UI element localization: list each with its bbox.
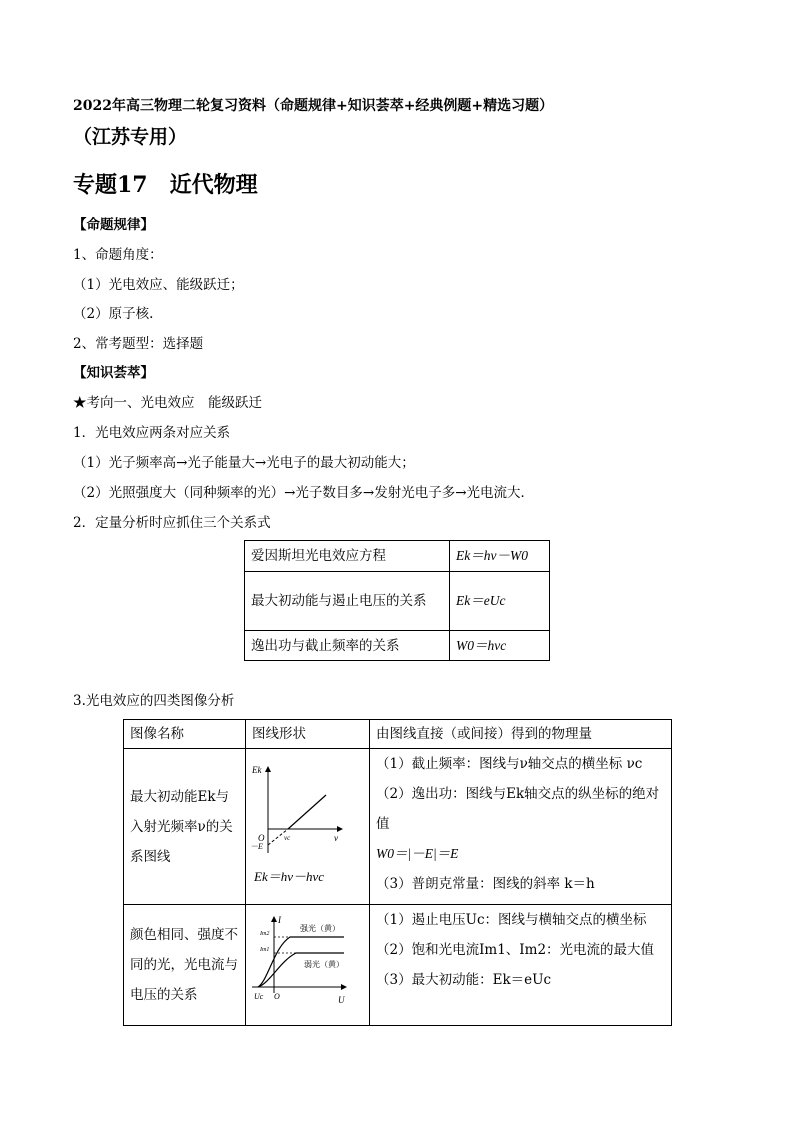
description-item: （1）截止频率：图线与ν轴交点的横坐标 νc [376,756,643,772]
formula-text: W0＝hνc [456,637,507,653]
graph-description [370,749,672,905]
rules-heading: 【命题规律】 [73,217,154,233]
question-type: 2、常考题型：选择题 [73,336,204,352]
topic-title: 专题17 近代物理 [73,172,258,198]
angle-item: （1）光电效应、能级跃迁； [73,277,244,293]
description-item: （1）遏止电压Uc：图线与横轴交点的横坐标 [376,912,647,928]
section-title: 1．光电效应两条对应关系 [73,425,231,441]
table-row [245,631,550,661]
description-item: （3）普朗克常量：图线的斜率 k＝h [376,876,595,892]
origin-label: O [258,833,265,843]
axis-label-y: Ek [252,765,262,775]
intercept-y-label: －E [250,842,263,851]
im1-label: Im1 [260,946,270,953]
formula-text: Ek＝hν－W0 [456,548,528,563]
table-row [124,905,672,1026]
formula-text: Ek＝eUc [456,593,506,608]
column-header: 由图线直接（或间接）得到的物理量 [370,720,672,749]
section-title: 3.光电效应的四类图像分析 [73,693,235,709]
direction-heading: ★考向一、光电效应 能级跃迁 [73,395,262,411]
axis-label-y: I [278,914,281,925]
ek-frequency-graph [246,749,366,897]
axis-label-x: U [338,994,345,1005]
table-header-row [124,720,672,749]
description-item: （3）最大初动能：Ek＝eUc [376,972,552,988]
formula-table [244,540,550,661]
intercept-x-label: νc [284,834,291,842]
section-title: 2．定量分析时应抓住三个关系式 [73,515,271,531]
angle-label: 1、命题角度： [73,247,163,263]
axis-label-x: ν [334,833,338,843]
strong-light-label: 强光（黄） [300,923,340,933]
origin-label: O [274,991,280,1001]
table-row [245,541,550,572]
angle-item: （2）原子核. [73,306,154,322]
formula-cell [450,541,550,572]
uc-label: Uc [254,991,264,1001]
graph-caption: Ek＝hν－hνc [254,869,325,884]
formula-label: 爱因斯坦光电效应方程 [245,541,450,572]
im2-label: Im2 [260,930,270,937]
graph-description [370,905,672,1026]
description-item: （2）饱和光电流Im1、Im2：光电流的最大值 [376,942,655,958]
relation-item: （1）光子频率高→光子能量大→光电子的最大初动能大； [73,455,415,471]
knowledge-heading: 【知识荟萃】 [73,365,154,381]
graph-cell [246,749,370,905]
column-header: 图线形状 [246,720,370,749]
table-row [245,572,550,631]
current-voltage-graph [246,907,366,1017]
document-subtitle: 2022年高三物理二轮复习资料（命题规律+知识荟萃+经典例题+精选习题） [73,98,554,114]
graph-analysis-table [123,719,672,1026]
document-region: （江苏专用） [73,126,188,148]
column-header: 图像名称 [124,720,246,749]
formula-cell [450,572,550,631]
graph-name: 颜色相同、强度不同的光，光电流与电压的关系 [124,905,246,1026]
formula-label: 最大初动能与遏止电压的关系 [245,572,450,631]
graph-name: 最大初动能Ek与入射光频率ν的关系图线 [124,749,246,905]
relation-item: （2）光照强度大（同种频率的光）→光子数目多→发射光电子多→光电流大． [73,485,535,501]
weak-light-label: 弱光（黄） [304,959,344,969]
table-row [124,749,672,905]
description-item: W0＝|－E|＝E [376,846,459,861]
formula-cell [450,631,550,661]
formula-label: 逸出功与截止频率的关系 [245,631,450,661]
description-item: （2）逸出功：图线与Ek轴交点的纵坐标的绝对值 [376,786,660,832]
graph-cell [246,905,370,1026]
